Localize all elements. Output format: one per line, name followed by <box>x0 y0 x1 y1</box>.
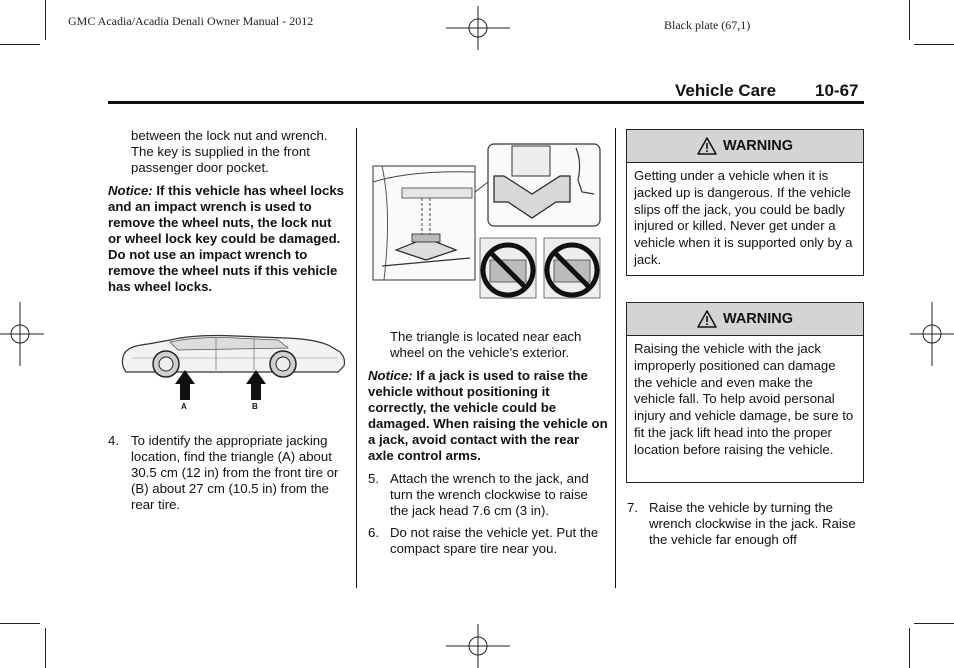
registration-mark-icon <box>446 624 510 668</box>
warning-triangle-icon <box>697 137 717 155</box>
crop-mark <box>45 0 46 40</box>
notice-label: Notice: <box>108 183 153 198</box>
continued-paragraph: between the lock nut and wrench. The key is supplied in the front passenger door pocket. <box>131 128 328 175</box>
page-number: 10-67 <box>815 81 859 100</box>
warning-title: WARNING <box>722 138 794 154</box>
list-item-step-4 <box>108 433 350 513</box>
step-number: 4. <box>108 433 119 448</box>
jack-placement-illustration <box>372 142 606 304</box>
figure-label-a: A <box>181 402 187 411</box>
step-number: 7. <box>627 500 638 515</box>
crop-mark <box>0 623 40 624</box>
section-title: Vehicle Care <box>675 81 777 100</box>
warning-text: Getting under a vehicle when it is jacked up is dangerous. If the vehicle slips off the jack, you could be badly injured or killed. Never get under a vehicle when it is supported only by a jack. <box>634 168 853 267</box>
column-divider <box>356 128 357 588</box>
warning-title: WARNING <box>722 311 794 327</box>
plate-label: Black plate (67,1) <box>664 18 751 32</box>
registration-mark-icon <box>446 6 510 50</box>
warning-box <box>626 302 864 483</box>
prohibited-icon <box>480 238 536 298</box>
header-rule <box>108 101 864 104</box>
step-number: 6. <box>368 525 379 540</box>
crop-mark <box>909 0 910 40</box>
crop-mark <box>914 44 954 45</box>
manual-title: GMC Acadia/Acadia Denali Owner Manual - 2012 <box>68 14 314 28</box>
crop-mark <box>0 44 40 45</box>
prohibited-icon <box>544 238 600 298</box>
crop-mark <box>45 628 46 668</box>
notice-paragraph <box>368 368 608 464</box>
list-item-step-7 <box>627 500 863 548</box>
notice-label: Notice: <box>368 368 413 383</box>
registration-mark-icon <box>0 302 44 366</box>
registration-mark-icon <box>910 302 954 366</box>
warning-box <box>626 129 864 276</box>
warning-header <box>627 303 863 336</box>
crop-mark <box>914 623 954 624</box>
step-text: Attach the wrench to the jack, and turn the wrench clockwise to raise the jack head 7.6 cm (3 in). <box>390 471 589 518</box>
crop-mark <box>909 628 910 668</box>
step-text: Do not raise the vehicle yet. Put the compact spare tire near you. <box>390 525 599 556</box>
list-item-step-6 <box>368 525 608 557</box>
warning-triangle-icon <box>697 310 717 328</box>
warning-header <box>627 130 863 163</box>
vehicle-side-illustration <box>118 334 350 412</box>
warning-text: Raising the vehicle with the jack improperly positioned can damage the vehicle and even make the vehicle fall. To help avoid personal injury and vehicle damage, be sure to fit the jack lift head into the proper location before raising the vehicle. <box>634 341 854 457</box>
figure-label-b: B <box>252 402 258 411</box>
list-item-step-5 <box>368 471 608 519</box>
notice-text: If a jack is used to raise the vehicle without positioning it correctly, the vehicle could be damaged. When raising the vehicle on a jack, avoid contact with the rear axle control arms. <box>368 368 608 463</box>
step-number: 5. <box>368 471 379 486</box>
figure-caption: The triangle is located near each wheel on the vehicle's exterior. <box>390 329 582 360</box>
step-text: To identify the appropriate jacking location, find the triangle (A) about 30.5 cm (12 in) from the front tire or (B) about 27 cm (10.5 in) from the rear tire. <box>131 433 339 512</box>
step-text: Raise the vehicle by turning the wrench clockwise in the jack. Raise the vehicle far enough off <box>649 500 856 547</box>
column-divider <box>615 128 616 588</box>
notice-text: If this vehicle has wheel locks and an impact wrench is used to remove the wheel nuts, the lock nut or wheel lock key could be damaged. Do not use an impact wrench to remove the wheel nuts if this vehicle has wheel locks. <box>108 183 345 294</box>
notice-paragraph <box>108 183 348 295</box>
